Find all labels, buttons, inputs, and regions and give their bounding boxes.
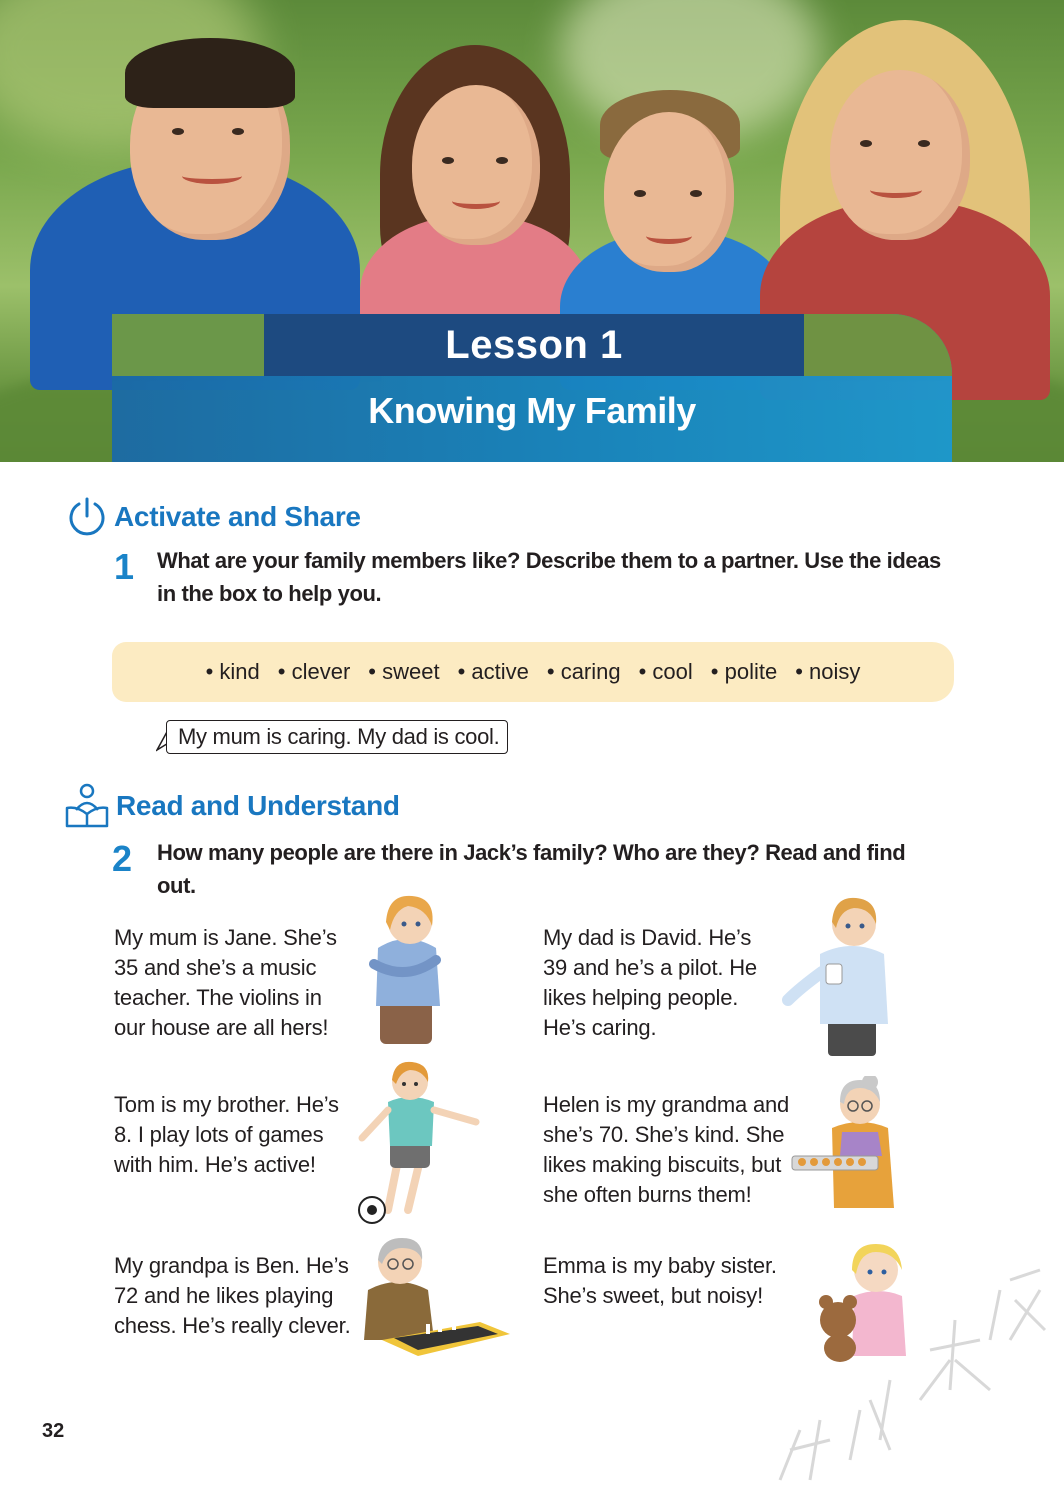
- text-helen: Helen is my grandma and she’s 70. She’s kind. She likes making biscuits, but she often burns them!: [543, 1092, 790, 1207]
- publisher-watermark: [740, 1180, 1060, 1500]
- word-item: • cool: [638, 659, 693, 684]
- word-box: [112, 642, 954, 702]
- text-ben: My grandpa is Ben. He’s 72 and he likes playing chess. He’s really clever.: [114, 1253, 351, 1338]
- question-text: What are your family members like? Describe them to a partner. Use the ideas in the box to help you.: [157, 548, 941, 606]
- tom-illustration: [358, 1060, 482, 1226]
- word-item: • active: [457, 659, 529, 684]
- lesson-title: Knowing My Family: [368, 390, 696, 431]
- question-number: 2: [112, 838, 133, 879]
- power-icon: [66, 496, 108, 538]
- word-item: • clever: [277, 659, 351, 684]
- dad-illustration: [780, 892, 900, 1058]
- mum-illustration: [366, 890, 450, 1048]
- question-text: How many people are there in Jack’s family? Who are they? Read and find out.: [157, 840, 906, 898]
- word-item: • sweet: [368, 659, 440, 684]
- hero-photo: [0, 0, 1064, 462]
- text-emma: Emma is my baby sister. She’s sweet, but noisy!: [543, 1253, 777, 1308]
- section-activate-share: [66, 496, 361, 538]
- reader-icon: [64, 782, 110, 830]
- ben-illustration: [362, 1230, 512, 1360]
- word-item: • noisy: [795, 659, 861, 684]
- lesson-label: Lesson 1: [445, 323, 623, 367]
- section-title: Activate and Share: [114, 501, 361, 532]
- section-title: Read and Understand: [116, 790, 400, 821]
- word-item: • kind: [205, 659, 260, 684]
- example-speech-bubble: My mum is caring. My dad is cool.: [166, 720, 508, 754]
- text-dad: My dad is David. He’s 39 and he’s a pilot. He likes helping people. He’s caring.: [543, 925, 757, 1040]
- page-number: 32: [42, 1420, 65, 1442]
- text-mum: My mum is Jane. She’s 35 and she’s a music teacher. The violins in our house are all hers!: [114, 925, 337, 1040]
- word-item: • polite: [710, 659, 778, 684]
- question-number: 1: [114, 546, 135, 587]
- text-tom: Tom is my brother. He’s 8. I play lots of games with him. He’s active!: [114, 1092, 339, 1177]
- section-read-understand: [64, 782, 400, 830]
- word-item: • caring: [546, 659, 621, 684]
